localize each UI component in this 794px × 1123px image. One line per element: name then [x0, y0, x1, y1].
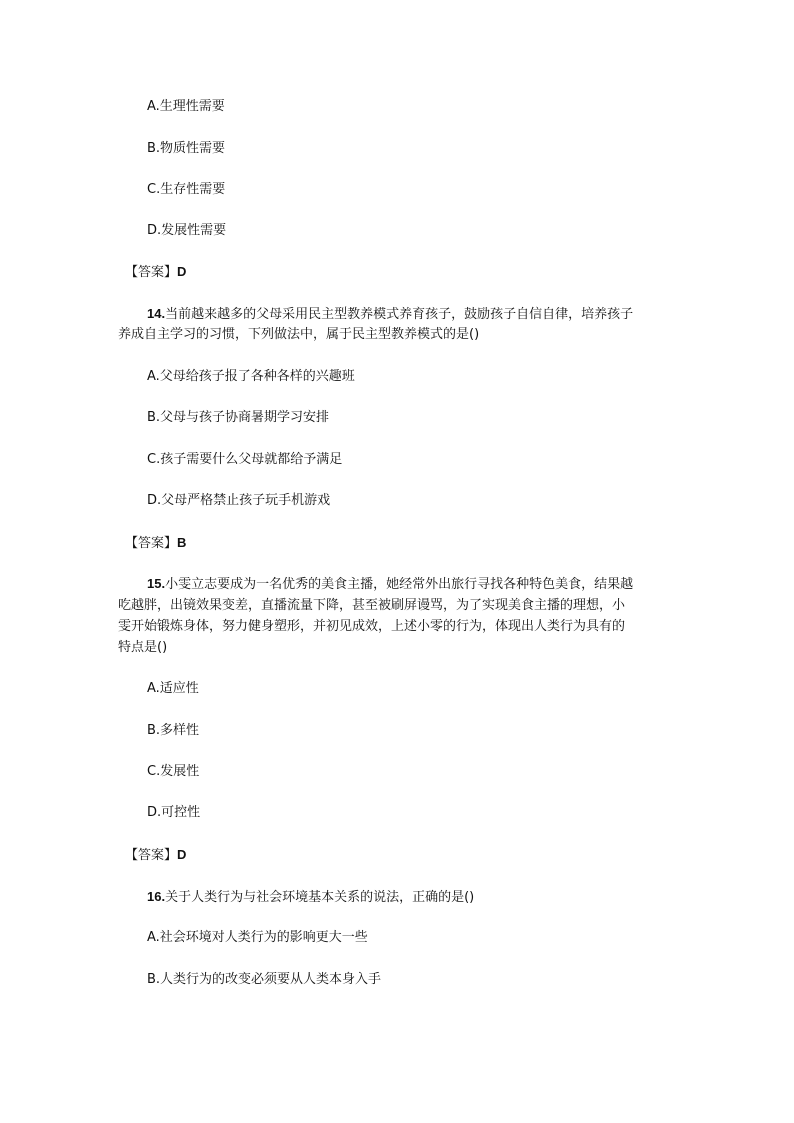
question-text: 关于人类行为与社会环境基本关系的说法，正确的是() [165, 890, 475, 905]
option-c: C.孩子需要什么父母就都给予满足 [147, 452, 343, 467]
answer-value: D [177, 264, 187, 279]
option-c: C.生存性需要 [147, 182, 226, 197]
question-text-line [147, 306, 633, 322]
option-d: D.可控性 [147, 805, 201, 820]
question-number: 16. [147, 889, 166, 904]
option-a: A.生理性需要 [147, 99, 225, 114]
answer-label: 【答案】 [125, 265, 178, 280]
answer [125, 535, 186, 551]
question-text-line [147, 576, 633, 592]
answer [125, 264, 186, 280]
option-d: D.发展性需要 [147, 223, 227, 238]
answer-label: 【答案】 [125, 536, 178, 551]
question-number: 14. [147, 306, 166, 321]
option-a: A.父母给孩子报了各种各样的兴趣班 [147, 369, 355, 384]
option-a: A.社会环境对人类行为的影响更大一些 [147, 930, 368, 945]
question-text: 当前越来越多的父母采用民主型教养模式养育孩子，鼓励孩子自信自律，培养孩子 [165, 307, 634, 322]
question-text-line: 雯开始锻炼身体，努力健身塑形，并初见成效，上述小零的行为，体现出人类行为具有的 [118, 619, 626, 634]
question-text: 小雯立志要成为一名优秀的美食主播，她经常外出旅行寻找各种特色美食，结果越 [165, 577, 634, 592]
option-d: D.父母严格禁止孩子玩手机游戏 [147, 493, 331, 508]
question-text-line [147, 889, 474, 905]
question-text-line: 养成自主学习的习惯，下列做法中，属于民主型教养模式的是() [118, 327, 480, 342]
answer [125, 847, 186, 863]
answer-value: B [177, 535, 187, 550]
question-text-line: 特点是() [118, 640, 168, 655]
question-number: 15. [147, 576, 166, 591]
option-b: B.多样性 [147, 723, 200, 738]
option-b: B.物质性需要 [147, 141, 226, 156]
question-text-line: 吃越胖，出镜效果变差，直播流量下降，甚至被刷屏谩骂，为了实现美食主播的理想，小 [118, 598, 626, 613]
option-b: B.人类行为的改变必须要从人类本身入手 [147, 972, 382, 987]
answer-label: 【答案】 [125, 848, 178, 863]
option-b: B.父母与孩子协商暑期学习安排 [147, 410, 330, 425]
option-a: A.适应性 [147, 681, 199, 696]
answer-value: D [177, 847, 187, 862]
option-c: C.发展性 [147, 764, 200, 779]
